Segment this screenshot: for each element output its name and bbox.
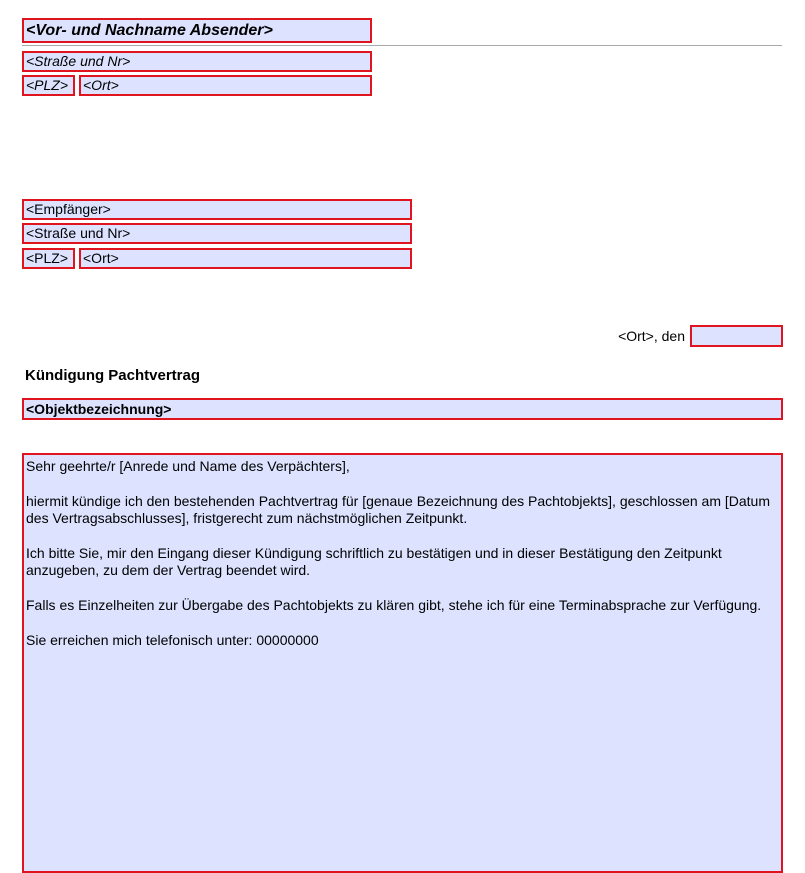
sender-plz-field[interactable]: <PLZ>	[22, 75, 75, 96]
subject-heading: Kündigung Pachtvertrag	[25, 367, 201, 384]
body-paragraph-1: hiermit kündige ich den bestehenden Pachtvertrag für [genaue Bezeichnung des Pachtobjekts], geschlossen am [Datum des Vertragsabschlusses], fristgerecht zum nächstmöglichen Zeitpunkt.	[26, 493, 771, 526]
body-paragraph-3: Falls es Einzelheiten zur Übergabe des Pachtobjekts zu klären gibt, stehe ich für eine Terminabsprache zur Verfügung.	[26, 597, 762, 613]
body-paragraph-2: Ich bitte Sie, mir den Eingang dieser Kündigung schriftlich zu bestätigen und in dieser Bestätigung den Zeitpunkt anzugeben, zu dem der Vertrag beendet wird.	[26, 545, 722, 578]
sender-street-field[interactable]: <Straße und Nr>	[22, 51, 372, 72]
recipient-plz-field[interactable]: <PLZ>	[22, 248, 75, 269]
recipient-city-field[interactable]: <Ort>	[79, 248, 412, 269]
phone-line: Sie erreichen mich telefonisch unter: 00000000	[26, 632, 319, 648]
letter-body-field[interactable]	[22, 453, 783, 873]
recipient-street-field[interactable]: <Straße und Nr>	[22, 223, 412, 244]
date-field[interactable]	[690, 325, 783, 347]
recipient-name-field[interactable]: <Empfänger>	[22, 199, 412, 220]
salutation-text: Sehr geehrte/r [Anrede und Name des Verpächters],	[26, 458, 350, 474]
sender-city-field[interactable]: <Ort>	[79, 75, 372, 96]
sender-divider	[22, 45, 782, 46]
date-label: <Ort>, den	[618, 328, 685, 344]
sender-name-field[interactable]: <Vor- und Nachname Absender>	[22, 18, 372, 43]
object-designation-field[interactable]: <Objektbezeichnung>	[22, 398, 783, 420]
